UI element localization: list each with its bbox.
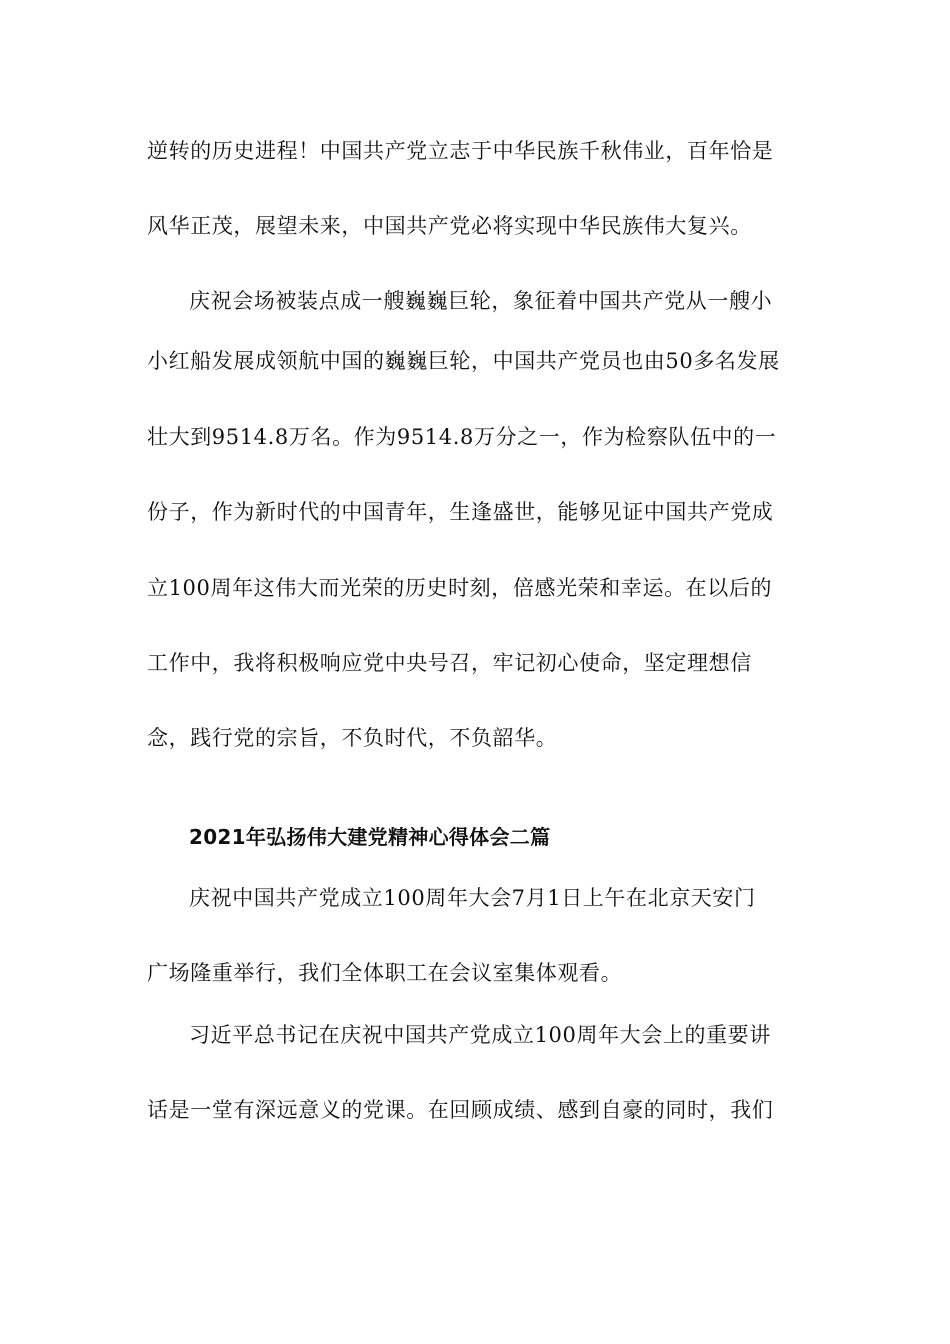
- paragraph-4-line-2: 话是一堂有深远意义的党课。在回顾成绩、感到自豪的同时，我们: [147, 1098, 774, 1122]
- paragraph-2-line-4: 份子，作为新时代的中国青年，生逢盛世，能够见证中国共产党成: [147, 500, 774, 524]
- section-heading: 2021年弘扬伟大建党精神心得体会二篇: [189, 825, 551, 849]
- paragraph-4-line-1: 习近平总书记在庆祝中国共产党成立100周年大会上的重要讲: [189, 1023, 771, 1047]
- paragraph-2-line-6: 工作中，我将积极响应党中央号召，牢记初心使命，坚定理想信: [147, 651, 752, 675]
- paragraph-2-line-5: 立100周年这伟大而光荣的历史时刻，倍感光荣和幸运。在以后的: [147, 576, 773, 600]
- paragraph-3-line-1: 庆祝中国共产党成立100周年大会7月1日上午在北京天安门: [189, 886, 756, 910]
- paragraph-2-line-2: 小红船发展成领航中国的巍巍巨轮，中国共产党员也由50多名发展: [147, 349, 780, 373]
- paragraph-1-line-1: 逆转的历史进程！中国共产党立志于中华民族千秋伟业，百年恰是: [147, 139, 774, 163]
- paragraph-1-line-2: 风华正茂，展望未来，中国共产党必将实现中华民族伟大复兴。: [147, 214, 752, 238]
- paragraph-2-line-3: 壮大到9514.8万名。作为9514.8万分之一，作为检察队伍中的一: [147, 425, 777, 449]
- paragraph-3-line-2: 广场隆重举行，我们全体职工在会议室集体观看。: [147, 961, 623, 985]
- paragraph-2-line-7: 念，践行党的宗旨，不负时代，不负韶华。: [147, 726, 558, 750]
- paragraph-2-line-1: 庆祝会场被装点成一艘巍巍巨轮，象征着中国共产党从一艘小: [189, 289, 773, 313]
